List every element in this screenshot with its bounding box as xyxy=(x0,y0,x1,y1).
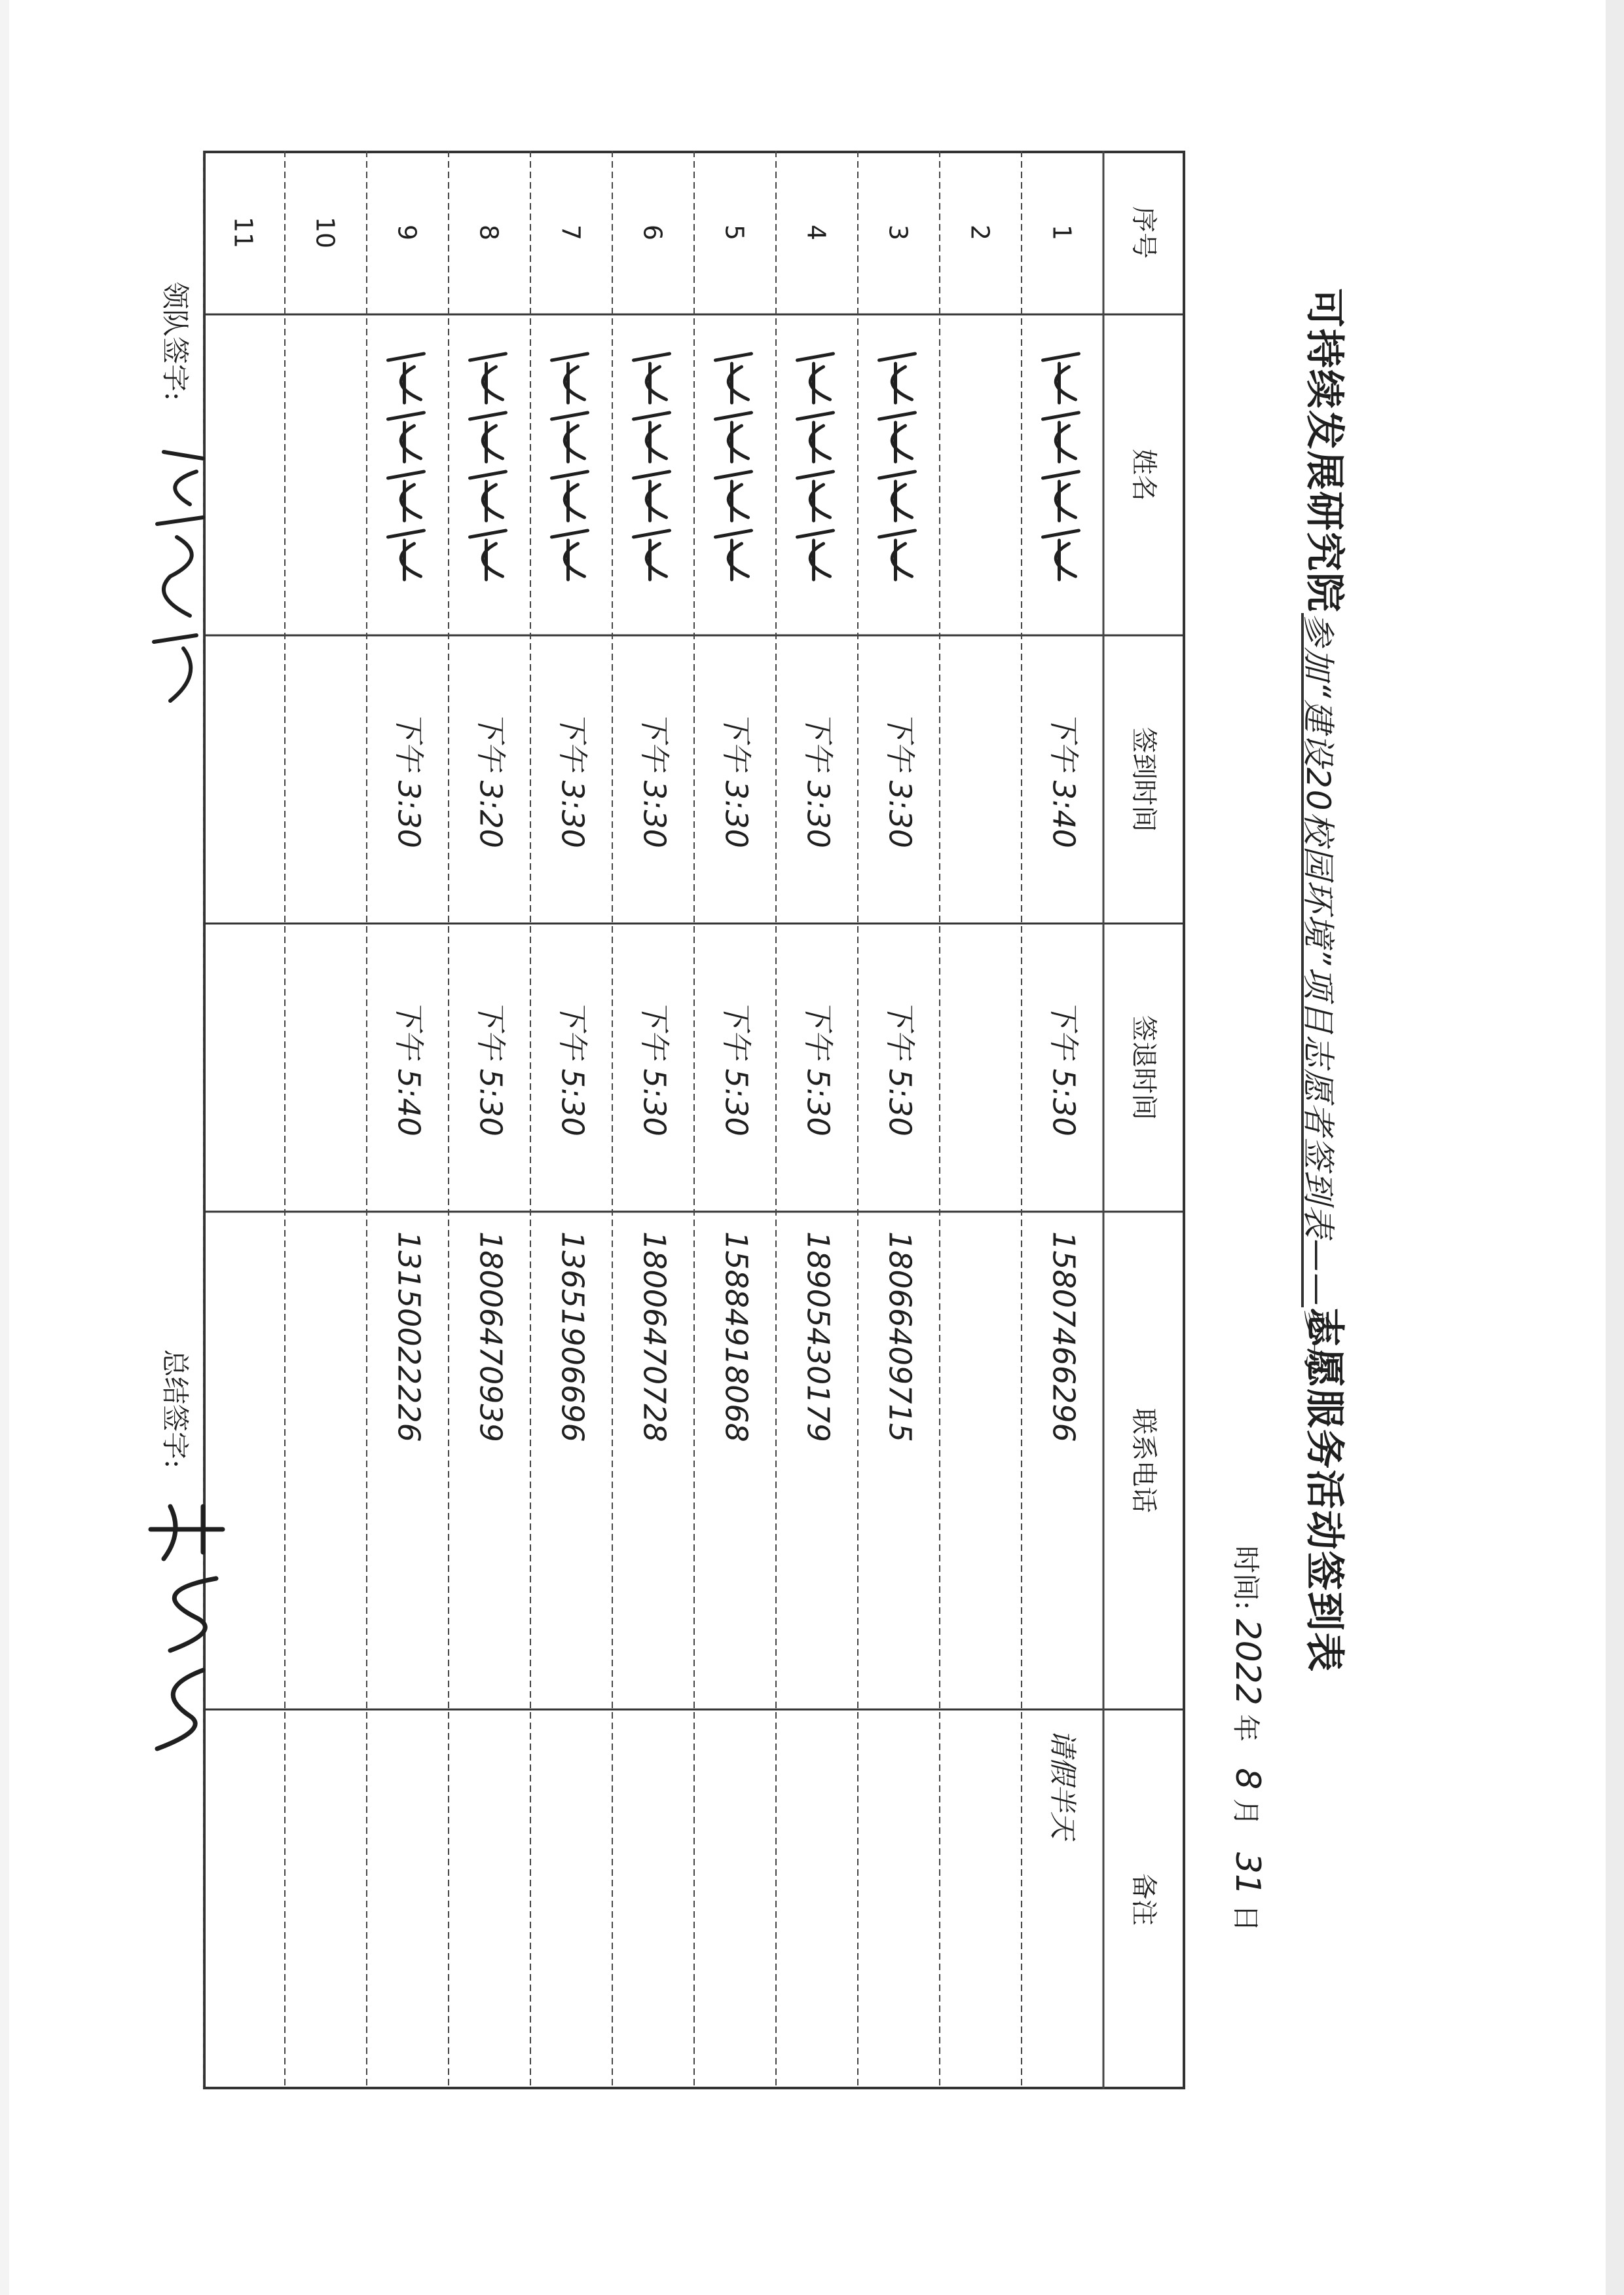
table-row xyxy=(473,225,509,1442)
cell-phone: 13150022226 xyxy=(391,1231,427,1442)
cell-no: 5 xyxy=(720,224,749,241)
date-year-unit: 年 xyxy=(1230,1714,1262,1742)
summary-signature-label: 总结签字: xyxy=(159,1349,191,1469)
cell-no: 2 xyxy=(965,224,995,241)
cell-sign-in: 下午 3:20 xyxy=(473,711,509,848)
summary-signature xyxy=(131,1493,229,1768)
header-cell: 姓名 xyxy=(1128,449,1159,501)
cell-sign-in: 下午 3:30 xyxy=(800,711,836,848)
header-cell: 签到时间 xyxy=(1128,727,1159,832)
header-cell: 序号 xyxy=(1128,206,1159,259)
cell-phone: 15884918068 xyxy=(718,1231,754,1442)
table-row xyxy=(555,225,591,1442)
cell-no: 6 xyxy=(638,224,667,241)
cell-sign-out: 下午 5:30 xyxy=(555,999,591,1136)
leader-signature-label: 领队签字: xyxy=(159,282,191,401)
date-label: 时间: xyxy=(1230,1546,1262,1611)
cell-no: 7 xyxy=(556,224,585,241)
table-row xyxy=(311,217,340,248)
cell-no: 11 xyxy=(229,216,258,249)
cell-sign-out: 下午 5:30 xyxy=(1046,999,1082,1136)
date-day: 31 xyxy=(1228,1852,1267,1895)
title-fill-in xyxy=(1299,613,1344,1375)
cell-no: 3 xyxy=(883,224,913,241)
signin-table xyxy=(203,151,1185,2089)
name-signature xyxy=(1043,354,1079,580)
cell-sign-in: 下午 3:30 xyxy=(555,711,591,848)
cell-sign-out: 下午 5:30 xyxy=(637,999,673,1136)
cell-phone: 18905430179 xyxy=(800,1231,836,1442)
date-line xyxy=(1228,1546,1267,1931)
date-day-unit: 日 xyxy=(1230,1904,1262,1932)
cell-phone: 18066409715 xyxy=(882,1231,918,1442)
title-suffix: 志愿服务活动签到表 xyxy=(1301,1307,1347,1673)
table-row xyxy=(637,225,673,1442)
title-handwritten: 参加“建设20校园环境”项目志愿者签到表——参与 xyxy=(1299,613,1337,1375)
cell-phone: 13651906696 xyxy=(555,1231,591,1442)
name-signature xyxy=(716,354,752,580)
cell-sign-out: 下午 5:30 xyxy=(882,999,918,1136)
cell-sign-in: 下午 3:30 xyxy=(637,711,673,848)
cell-sign-in: 下午 3:40 xyxy=(1046,711,1082,848)
cell-no: 1 xyxy=(1047,224,1077,241)
cell-phone: 18006470728 xyxy=(637,1231,673,1442)
name-signature xyxy=(388,354,424,580)
name-signatures xyxy=(388,354,1079,580)
date-year: 2022 xyxy=(1228,1618,1267,1706)
cell-sign-out: 下午 5:40 xyxy=(391,999,427,1136)
cell-phone: 18006470939 xyxy=(473,1231,509,1442)
cell-sign-out: 下午 5:30 xyxy=(718,999,754,1136)
cell-no: 4 xyxy=(802,224,831,241)
table-row xyxy=(801,225,836,1442)
cell-phone: 15807466296 xyxy=(1046,1231,1082,1442)
leader-signature xyxy=(138,445,216,720)
date-month: 8 xyxy=(1228,1768,1267,1790)
table-row xyxy=(1046,225,1082,1842)
cell-no: 8 xyxy=(474,224,504,241)
table-row xyxy=(966,225,995,240)
name-signature xyxy=(798,354,834,580)
cell-sign-in: 下午 3:30 xyxy=(718,711,754,848)
cell-sign-in: 下午 3:30 xyxy=(391,711,427,848)
header-cell: 签退时间 xyxy=(1128,1015,1159,1120)
date-month-unit: 月 xyxy=(1230,1798,1262,1826)
table-grid xyxy=(203,151,1185,2089)
table-row xyxy=(719,225,754,1442)
table-row xyxy=(392,225,427,1442)
table-body xyxy=(229,217,1082,1842)
cell-note: 请假半天 xyxy=(1046,1729,1079,1840)
table-row xyxy=(229,217,258,248)
name-signature xyxy=(879,354,915,580)
title-prefix: 可持续发展研究院 xyxy=(1301,288,1347,613)
header-cell: 联系电话 xyxy=(1128,1408,1159,1513)
cell-no: 10 xyxy=(310,216,340,249)
cell-sign-in: 下午 3:30 xyxy=(882,711,918,848)
name-signature xyxy=(470,354,506,580)
table-header-row xyxy=(1129,206,1159,1926)
page-title xyxy=(1283,288,1356,2043)
name-signature xyxy=(634,354,670,580)
table-row xyxy=(883,225,918,1442)
cell-sign-out: 下午 5:30 xyxy=(473,999,509,1136)
cell-no: 9 xyxy=(392,224,422,241)
name-signature xyxy=(552,354,588,580)
cell-sign-out: 下午 5:30 xyxy=(800,999,836,1136)
header-cell: 备注 xyxy=(1128,1873,1159,1926)
